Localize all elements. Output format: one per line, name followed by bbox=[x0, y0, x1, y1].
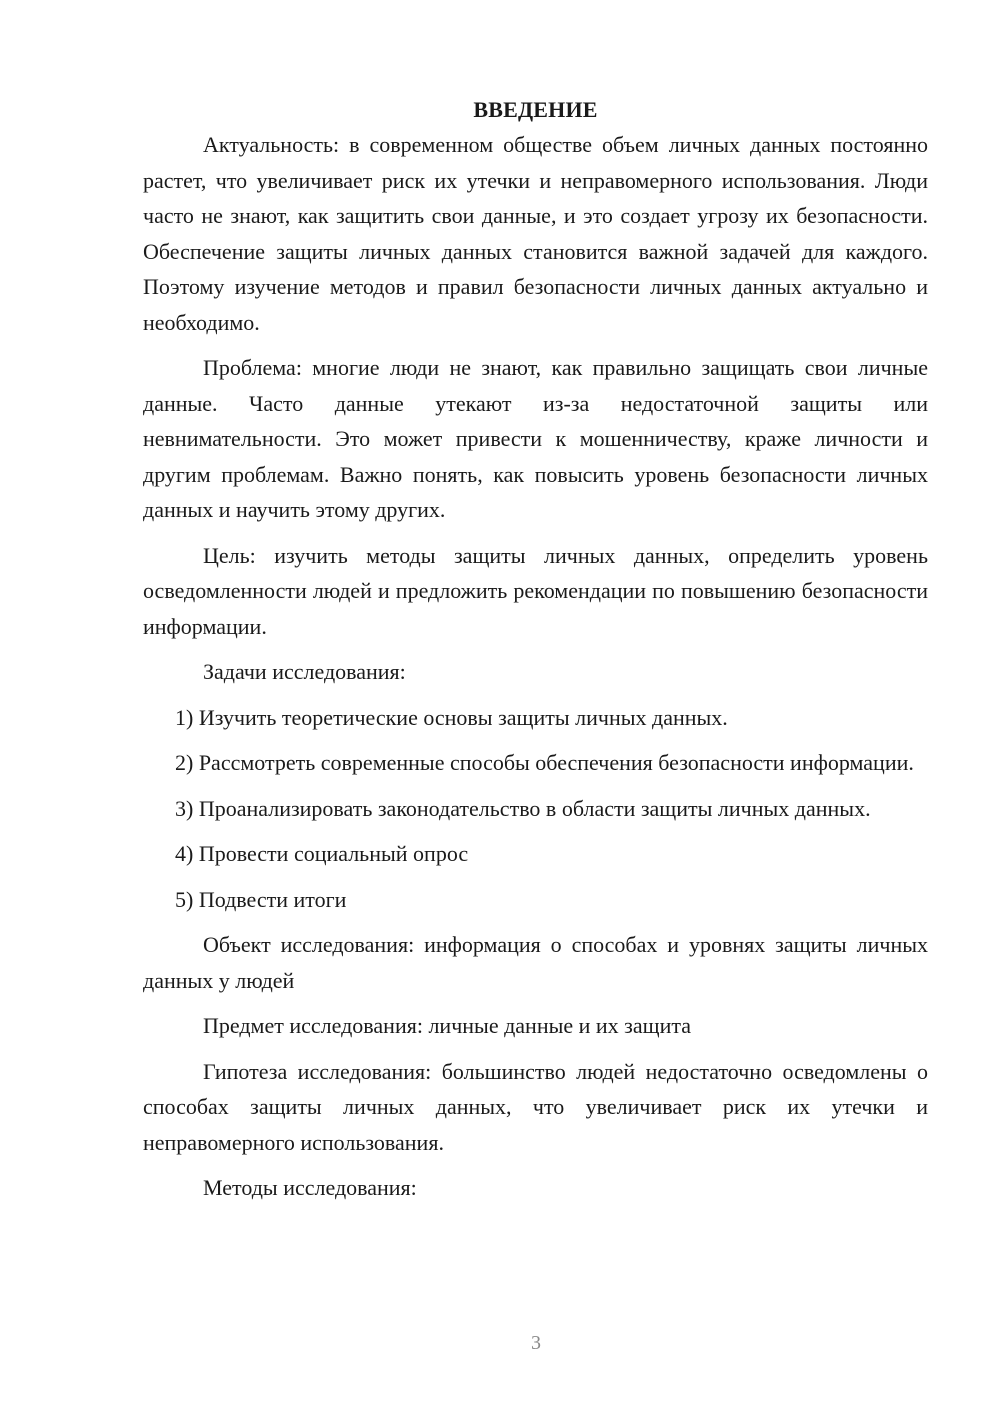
task-item-5: 5) Подвести итоги bbox=[175, 886, 347, 912]
task-item-2: 2) Рассмотреть современные способы обеспечения безопасности информации. bbox=[175, 750, 914, 775]
task-item-3: 3) Проанализировать законодательство в области защиты личных данных. bbox=[175, 795, 871, 821]
task-item-1: 1) Изучить теоретические основы защиты личных данных. bbox=[175, 704, 728, 730]
relevance-paragraph: Актуальность: в современном обществе объем личных данных постоянно растет, что увеличивает риск их утечки и неправомерного использования. Люди часто не знают, как защитить свои данные, и это создает угрозу их безопасности. Обеспечение защиты личных данных становится важной задачей для каждого. Поэтому изучение методов и правил безопасности личных данных актуально и необходимо. bbox=[143, 132, 928, 335]
subject-paragraph: Предмет исследования: личные данные и их защита bbox=[203, 1013, 691, 1038]
goal-paragraph: Цель: изучить методы защиты личных данных, определить уровень осведомленности людей и предложить рекомендации по повышению безопасности информации. bbox=[143, 542, 928, 639]
page-number: 3 bbox=[531, 1332, 541, 1354]
problem-paragraph: Проблема: многие люди не знают, как правильно защищать свои личные данные. Часто данные утекают из-за недостаточной защиты или невнимательности. Это может привести к мошенничеству, краже личности и другим проблемам. Важно понять, как повысить уровень безопасности личных данных и научить этому других. bbox=[143, 355, 928, 522]
hypothesis-paragraph: Гипотеза исследования: большинство людей недостаточно осведомлены о способах защиты личных данных, что увеличивает риск их утечки и неправомерного использования. bbox=[143, 1058, 928, 1155]
tasks-heading: Задачи исследования: bbox=[203, 659, 406, 684]
methods-heading: Методы исследования: bbox=[203, 1175, 417, 1200]
object-paragraph: Объект исследования: информация о способах и уровнях защиты личных данных у людей bbox=[143, 932, 928, 993]
page-content bbox=[143, 92, 928, 1216]
task-item-4: 4) Провести социальный опрос bbox=[175, 841, 469, 866]
section-title: ВВЕДЕНИЕ bbox=[473, 97, 598, 122]
